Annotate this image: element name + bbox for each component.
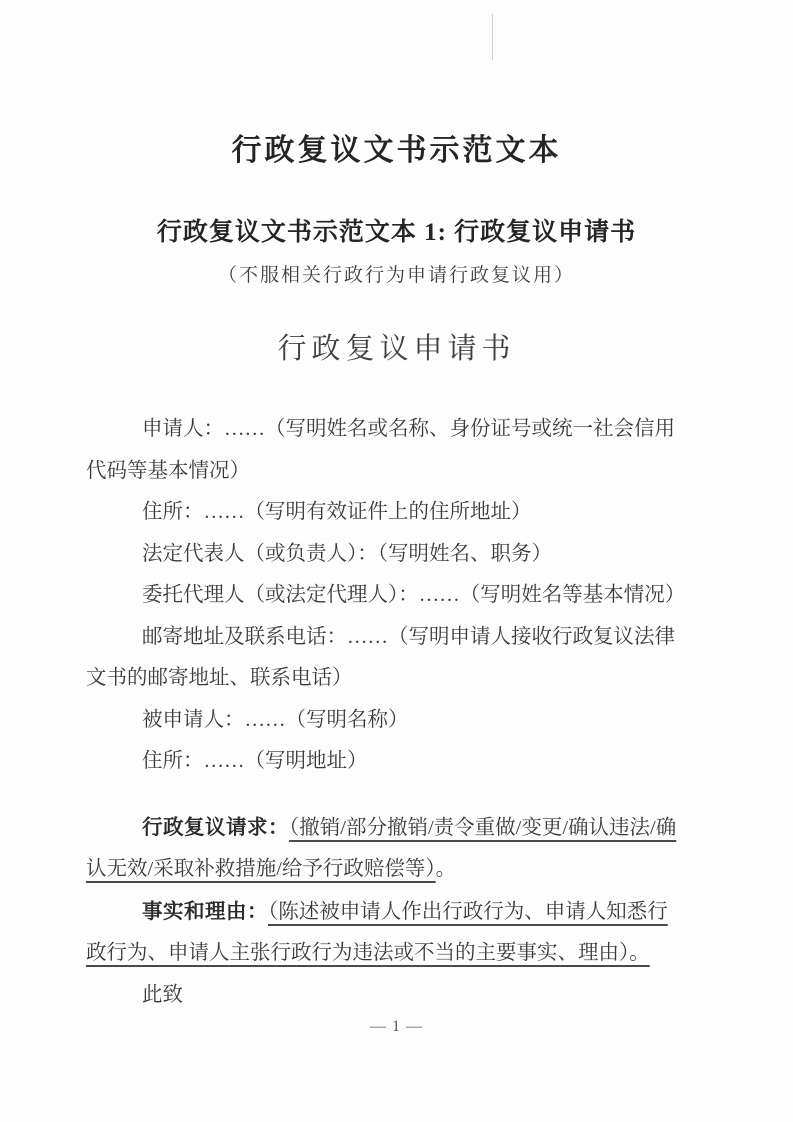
request-line-1 xyxy=(86,807,707,850)
request-underlined-text-1: （撤销/部分撤销/责令重做/变更/确认违法/确 xyxy=(289,816,677,839)
body-line-respondent-address: 住所：……（写明地址） xyxy=(142,750,368,772)
body-line-applicant: 申请人：……（写明姓名或名称、身份证号或统一社会信用 xyxy=(142,418,675,440)
facts-label: 事实和理由： xyxy=(142,899,268,923)
form-title: 行政复议申请书 xyxy=(277,333,516,365)
facts-underlined-text-1: （陈述被申请人作出行政行为、申请人知悉行 xyxy=(268,900,668,923)
request-underlined-text-2: 认无效/采取补救措施/给予行政赔偿等） xyxy=(86,858,436,880)
section-heading: 行政复议文书示范文本 1: 行政复议申请书 xyxy=(156,219,637,246)
request-label: 行政复议请求： xyxy=(142,815,289,839)
section-note: （不服相关行政行为申请行政复议用） xyxy=(217,265,575,286)
facts-underlined-text-2: 政行为、申请人主张行政行为违法或不当的主要事实、理由）。 xyxy=(86,942,650,964)
main-title: 行政复议文书示范文本 xyxy=(231,134,562,167)
request-line-2 xyxy=(86,849,707,891)
scan-artifact-line xyxy=(492,14,493,60)
request-line-2-tail: 。 xyxy=(435,858,457,880)
body-line-address: 住所：……（写明有效证件上的住所地址） xyxy=(142,501,532,523)
closing-line: 此致 xyxy=(142,983,183,1006)
page-number: — 1 — xyxy=(370,1018,423,1035)
facts-line-1 xyxy=(86,891,707,934)
body-line-mailing-contact-cont: 文书的邮寄地址、联系电话） xyxy=(86,667,353,689)
facts-line-2 xyxy=(86,933,707,975)
body-line-mailing-contact: 邮寄地址及联系电话：……（写明申请人接收行政复议法律 xyxy=(142,625,675,648)
body-line-agent: 委托代理人（或法定代理人）：……（写明姓名等基本情况） xyxy=(142,584,686,606)
body-line-respondent: 被申请人：……（写明名称） xyxy=(142,708,409,731)
body-line-legal-representative: 法定代表人（或负责人）：（写明姓名、职务） xyxy=(142,542,552,565)
document-body xyxy=(0,409,793,1016)
body-line-applicant-cont: 代码等基本情况） xyxy=(86,459,250,482)
